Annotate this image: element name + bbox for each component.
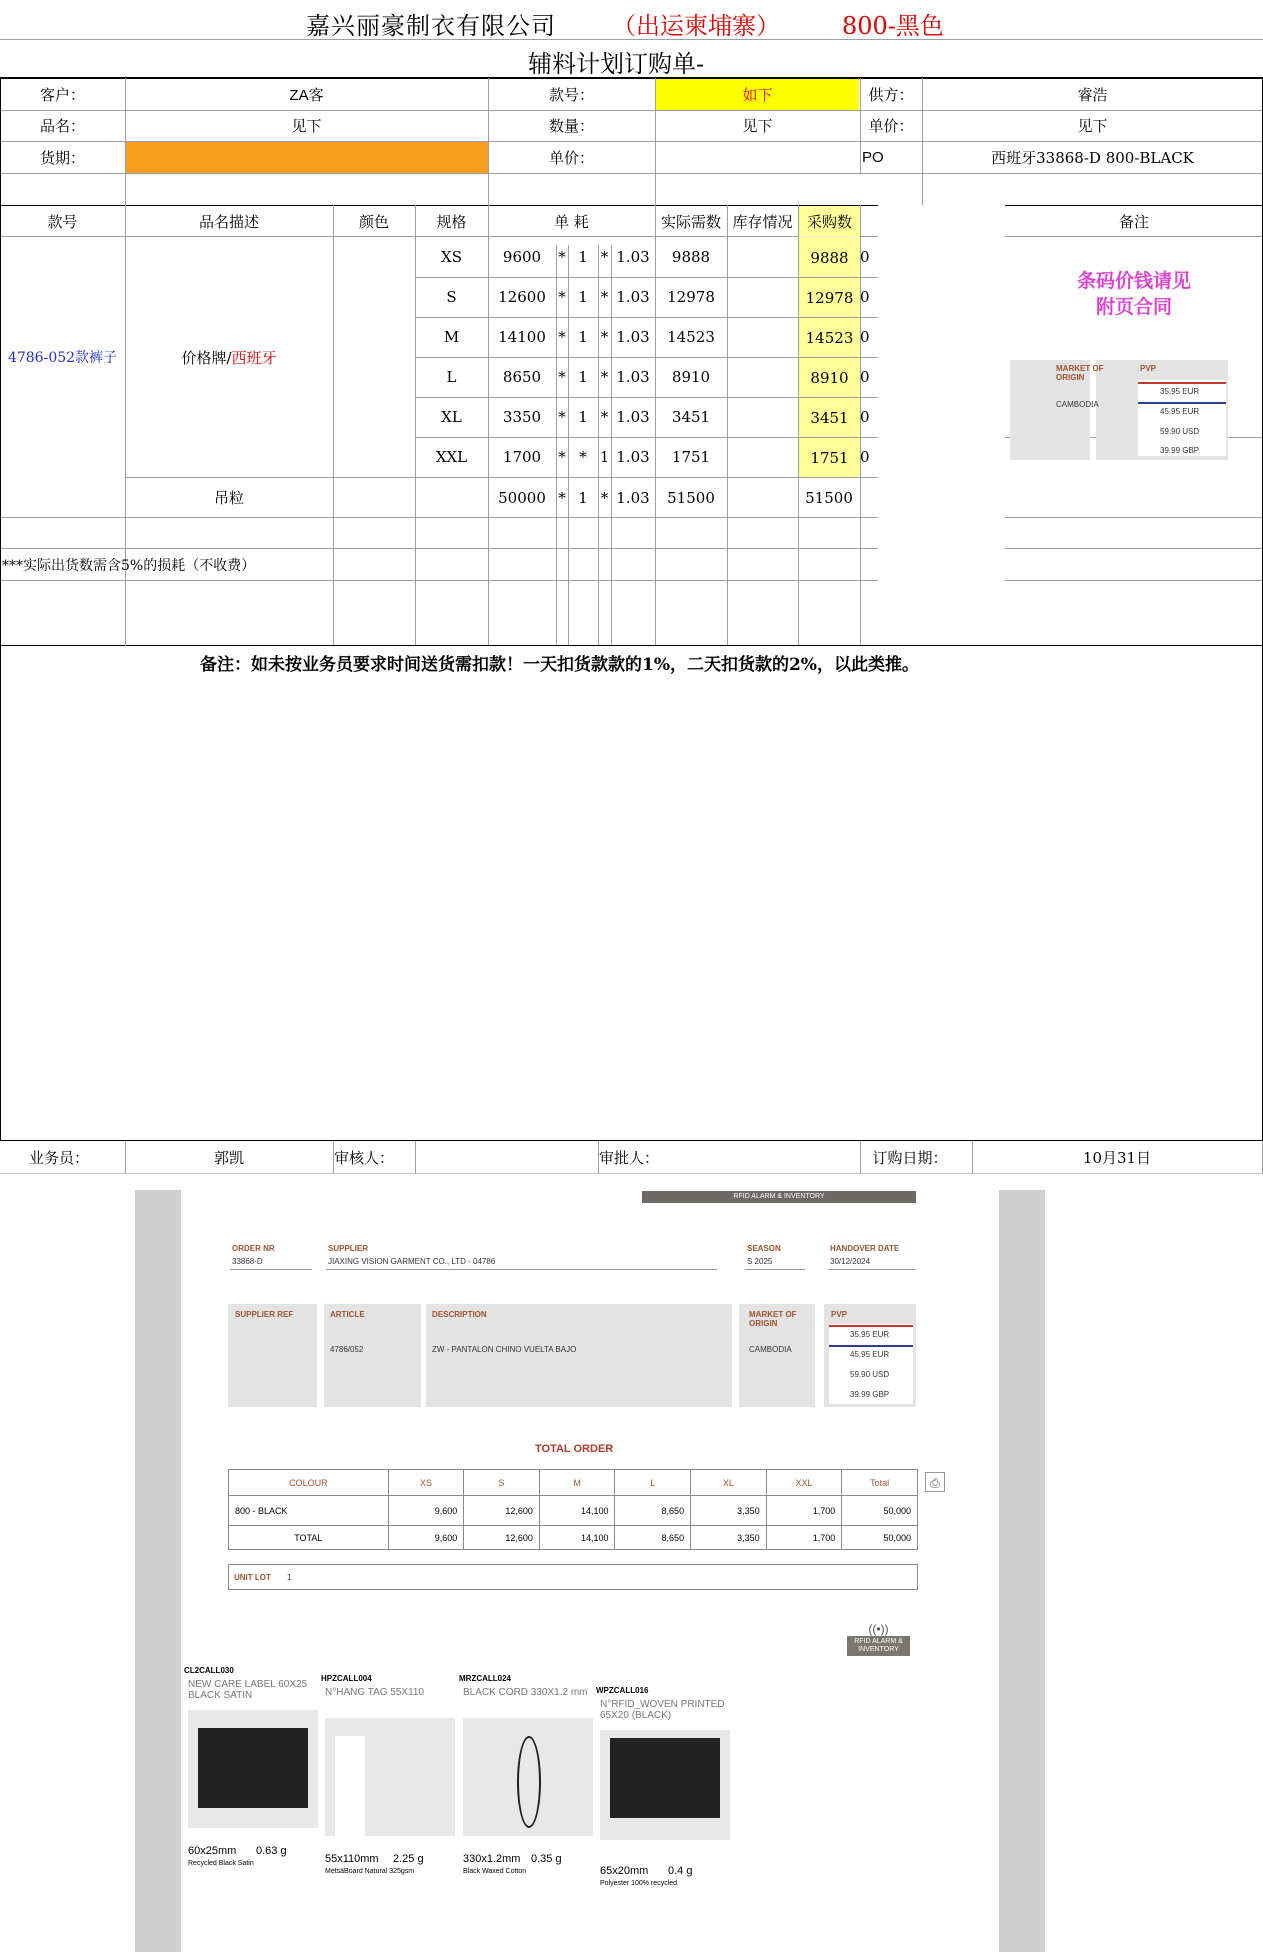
row-mult: 1: [578, 328, 588, 346]
sheet-market: CAMBODIA: [749, 1345, 792, 1354]
item-weight: 2.25 g: [393, 1853, 424, 1865]
row-extra: 0: [860, 288, 870, 306]
item-material: Recycled Black Satin: [188, 1860, 254, 1867]
col-consumption: 单 耗: [554, 212, 589, 231]
qty-label: 数量：: [548, 117, 594, 135]
sheet-item: [321, 1674, 456, 1934]
row-op1: *: [558, 328, 566, 346]
supplier-label: 供方：: [868, 85, 914, 104]
color-code: 800-黑色: [842, 12, 944, 40]
style-label: 款号：: [548, 85, 594, 104]
hang-mult: 1: [578, 488, 588, 507]
remark-line1: 条码价钱请见: [1076, 270, 1191, 292]
row-op1: *: [558, 248, 566, 266]
row-need: 8910: [671, 368, 711, 386]
row-mult: 1: [578, 368, 588, 386]
order-date-value: 10月31日: [1082, 1149, 1152, 1167]
sheet-supplier: JIAXING VISION GARMENT CO., LTD - 04786: [328, 1257, 496, 1266]
ord-row-cell: 12,600: [464, 1496, 540, 1526]
sheet-season-label: SEASON: [747, 1244, 781, 1253]
po-label: PO: [862, 148, 884, 166]
col-remark: 备注: [1118, 212, 1149, 231]
title-row: [0, 0, 1263, 40]
item-graphic: [335, 1736, 365, 1836]
ord-head-cell: L: [615, 1470, 691, 1496]
loss-note: ***实际出货数需含5%的损耗（不收费）: [2, 557, 256, 574]
sheet-market-label: MARKET OF ORIGIN: [749, 1310, 797, 1328]
unit-price-label: 单价：: [868, 117, 914, 135]
unit-price2-label: 单价：: [548, 148, 594, 167]
ord-row-cell: 1,700: [766, 1496, 842, 1526]
row-op2: *: [600, 328, 609, 346]
ord-head-cell: XXL: [766, 1470, 842, 1496]
sheet-article-label: ARTICLE: [330, 1310, 365, 1319]
ord-row-cell: 14,100: [539, 1496, 615, 1526]
ord-row-cell: 50,000: [842, 1496, 918, 1526]
row-extra: 0: [860, 408, 870, 426]
sheet-order-nr: 33868-D: [232, 1257, 263, 1266]
item-name: NEW CARE LABEL 60X25 BLACK SATIN: [188, 1679, 308, 1701]
item-weight: 0.4 g: [668, 1865, 693, 1877]
notes-area: [0, 645, 1263, 1141]
row-purchase: 3451: [799, 398, 860, 437]
row-factor: 1.03: [616, 288, 650, 306]
doc-title: 辅料计划订购单-: [528, 50, 705, 78]
style-value: 如下: [656, 79, 859, 110]
remark-line2: 附页合同: [1095, 296, 1172, 318]
mini-price-3: 39.99 GBP: [1160, 446, 1200, 455]
sheet-season: S 2025: [747, 1257, 773, 1266]
sheet-item: [459, 1674, 594, 1934]
ord-head-cell: XL: [691, 1470, 767, 1496]
sheet-order-nr-label: ORDER NR: [232, 1244, 275, 1253]
sheet-total-order-title: TOTAL ORDER: [535, 1443, 614, 1455]
ord-head-cell: M: [539, 1470, 615, 1496]
row-purchase: 9888: [799, 238, 860, 277]
approver-label: 审批人：: [598, 1149, 659, 1167]
ord-total-cell: 1,700: [766, 1526, 842, 1550]
row-purchase: 12978: [799, 278, 860, 317]
row-qty: 8650: [502, 368, 542, 386]
mini-pvp-label: PVP: [1140, 364, 1157, 373]
row-purchase: 1751: [799, 438, 860, 477]
delivery-label: 货期：: [39, 148, 85, 167]
item-weight: 0.63 g: [256, 1845, 287, 1857]
ord-total-cell: 9,600: [388, 1526, 464, 1550]
col-style-no: 款号: [47, 212, 78, 231]
item-code: CL2CALL030: [184, 1666, 234, 1675]
row-factor: 1.03: [616, 368, 650, 386]
row-qty: 9600: [502, 248, 542, 266]
item-name: N°HANG TAG 55X110: [325, 1687, 425, 1698]
sheet-price-2: 59.90 USD: [850, 1370, 890, 1379]
item-size: 55x110mm: [325, 1853, 379, 1865]
penalty-note: 备注：如未按业务员要求时间送货需扣款！一天扣货款款的1%，二天扣货款的2%，以此类推。: [200, 655, 919, 675]
sheet-unit-lot: 1: [287, 1573, 292, 1582]
hang-op2: *: [600, 488, 609, 507]
ord-total-cell: 14,100: [539, 1526, 615, 1550]
col-size: 规格: [436, 212, 467, 231]
mini-price-tag: [1010, 356, 1228, 464]
row-op1: *: [558, 288, 566, 306]
po-value: 西班牙33868-D 800-BLACK: [991, 148, 1194, 167]
sheet-supplier-ref-label: SUPPLIER REF: [235, 1310, 294, 1319]
row-factor: 1.03: [616, 248, 650, 266]
sheet-handover: 30/12/2024: [830, 1257, 871, 1266]
item-size: 60x25mm: [188, 1845, 237, 1857]
customer-label: 客户：: [39, 85, 85, 104]
sheet-unit-lot-label: UNIT LOT: [234, 1573, 271, 1582]
row-op2: *: [600, 408, 609, 426]
attached-sheet: [135, 1190, 1045, 1952]
ord-total-cell: 50,000: [842, 1526, 918, 1550]
sheet-banner: RFID ALARM & INVENTORY: [642, 1191, 916, 1203]
row-purchase: 14523: [799, 318, 860, 357]
product-label: 品名：: [39, 117, 85, 135]
qty-value: 见下: [742, 117, 773, 135]
hang-qty: 50000: [498, 488, 546, 507]
sales-label: 业务员：: [28, 1149, 89, 1167]
item-code: MRZCALL024: [459, 1674, 512, 1683]
ord-row-cell: 9,600: [388, 1496, 464, 1526]
col-desc: 品名描述: [198, 212, 259, 231]
row-size: XS: [441, 248, 462, 266]
item-graphic: [610, 1738, 720, 1818]
hang-purchase: 51500: [805, 488, 853, 507]
ord-total-cell: 8,650: [615, 1526, 691, 1550]
mini-price-0: 35.95 EUR: [1160, 387, 1200, 396]
col-stock: 库存情况: [732, 212, 793, 231]
row-op2: *: [600, 288, 609, 306]
company-name: 嘉兴丽豪制衣有限公司: [306, 12, 556, 40]
row-op1: *: [558, 368, 566, 386]
hang-op1: *: [558, 488, 566, 507]
item-desc-prefix: 价格牌/: [181, 348, 232, 367]
mini-price-2: 59.90 USD: [1160, 427, 1200, 436]
order-date-label: 订购日期：: [872, 1149, 948, 1167]
rfid-signal-icon: ((•)): [868, 1622, 889, 1636]
item-code: HPZCALL004: [321, 1674, 372, 1683]
item-graphic: [517, 1736, 541, 1828]
col-purchase: 采购数: [799, 206, 860, 237]
ord-head-cell: S: [464, 1470, 540, 1496]
ord-head-cell: XS: [388, 1470, 464, 1496]
row-need: 14523: [667, 328, 715, 346]
row-op2: 1: [599, 448, 610, 466]
supplier-value: 睿浩: [1077, 85, 1108, 104]
ord-total-cell: 3,350: [691, 1526, 767, 1550]
row-qty: 3350: [502, 408, 542, 426]
mini-market: CAMBODIA: [1056, 400, 1099, 409]
row-need: 1751: [671, 448, 711, 466]
reviewer-label: 审核人：: [333, 1149, 394, 1167]
product-value: 见下: [291, 117, 322, 135]
item-code: WPZCALL016: [596, 1686, 649, 1695]
hang-need: 51500: [667, 488, 715, 507]
hang-desc: 吊粒: [213, 489, 244, 507]
item-weight: 0.35 g: [531, 1853, 562, 1865]
ord-row-cell: 3,350: [691, 1496, 767, 1526]
row-extra: 0: [860, 368, 870, 386]
row-purchase: 8910: [799, 358, 860, 397]
sheet-print-icon[interactable]: ⎙: [925, 1472, 945, 1492]
sheet-pvp-label: PVP: [831, 1310, 848, 1319]
mini-price-1: 45.95 EUR: [1160, 407, 1200, 416]
sheet-handover-label: HANDOVER DATE: [830, 1244, 900, 1253]
item-size: 330x1.2mm: [463, 1853, 521, 1865]
row-size: M: [443, 328, 460, 346]
doc-title-row: [0, 40, 1263, 78]
row-size: S: [446, 288, 457, 306]
row-extra: 0: [860, 248, 870, 266]
col-color: 颜色: [358, 212, 389, 231]
row-qty: 12600: [498, 288, 546, 306]
col-actual-need: 实际需数: [660, 212, 721, 231]
item-material: Black Waxed Cotton: [463, 1868, 527, 1875]
row-op1: *: [558, 448, 566, 466]
sheet-item: [184, 1666, 319, 1926]
sheet-supplier-label: SUPPLIER: [328, 1244, 369, 1253]
row-size: L: [446, 368, 457, 386]
row-op2: *: [600, 368, 609, 386]
item-graphic: [198, 1728, 308, 1808]
sheet-price-3: 39.99 GBP: [850, 1390, 890, 1399]
item-remark: [1005, 268, 1263, 320]
item-material: MetsäBoard Natural 325gsm: [325, 1868, 415, 1875]
mini-market-label: MARKET OF ORIGIN: [1056, 364, 1104, 382]
sheet-description: ZW - PANTALON CHINO VUELTA BAJO: [432, 1345, 577, 1354]
row-size: XL: [441, 408, 462, 426]
ord-total-cell: 12,600: [464, 1526, 540, 1550]
row-qty: 1700: [502, 448, 542, 466]
row-op1: *: [558, 408, 566, 426]
row-mult: 1: [578, 248, 588, 266]
row-factor: 1.03: [616, 328, 650, 346]
sheet-item: [596, 1686, 731, 1946]
ord-row-cell: 8,650: [615, 1496, 691, 1526]
row-size: XXL: [435, 448, 468, 466]
row-factor: 1.03: [616, 408, 650, 426]
row-need: 12978: [667, 288, 715, 306]
row-mult: 1: [578, 288, 588, 306]
row-need: 9888: [671, 248, 711, 266]
sheet-price-1: 45.95 EUR: [850, 1350, 890, 1359]
item-size: 65x20mm: [600, 1865, 649, 1877]
row-extra: 0: [860, 448, 870, 466]
sheet-description-label: DESCRIPTION: [432, 1310, 487, 1319]
ord-row-cell: 800 - BLACK: [229, 1496, 389, 1526]
row-extra: 0: [860, 328, 870, 346]
ord-total-cell: TOTAL: [229, 1526, 389, 1550]
unit-price-value: 见下: [1077, 117, 1108, 135]
item-desc: [125, 237, 333, 477]
row-mult: 1: [578, 408, 588, 426]
ord-head-cell: COLOUR: [229, 1470, 389, 1496]
occlusion-panel: [878, 205, 1005, 645]
row-op2: *: [600, 248, 609, 266]
hang-factor: 1.03: [616, 488, 650, 507]
customer-value: ZA客: [289, 86, 324, 104]
sheet-price-0: 35.95 EUR: [850, 1330, 890, 1339]
sales-value: 郭凯: [213, 1149, 244, 1167]
sheet-order-table: [228, 1469, 918, 1550]
item-material: Polyester 100% recycled: [600, 1880, 678, 1887]
item-name: N°RFID_WOVEN PRINTED 65X20 (BLACK): [600, 1699, 725, 1721]
row-factor: 1.03: [616, 448, 650, 466]
item-name: BLACK CORD 330X1.2 mm: [463, 1687, 588, 1698]
row-qty: 14100: [498, 328, 546, 346]
row-mult: *: [579, 448, 587, 466]
ord-head-cell: Total: [842, 1470, 918, 1496]
sheet-article: 4786/052: [330, 1345, 364, 1354]
destination: （出运柬埔寨）: [612, 12, 780, 40]
row-need: 3451: [671, 408, 711, 426]
delivery-value: [126, 142, 488, 173]
item-style-no: 4786-052款裤子: [7, 350, 118, 366]
sheet-rfid-badge: ((•)) RFID ALARM & INVENTORY: [847, 1622, 910, 1666]
item-desc-country: 西班牙: [231, 348, 277, 367]
